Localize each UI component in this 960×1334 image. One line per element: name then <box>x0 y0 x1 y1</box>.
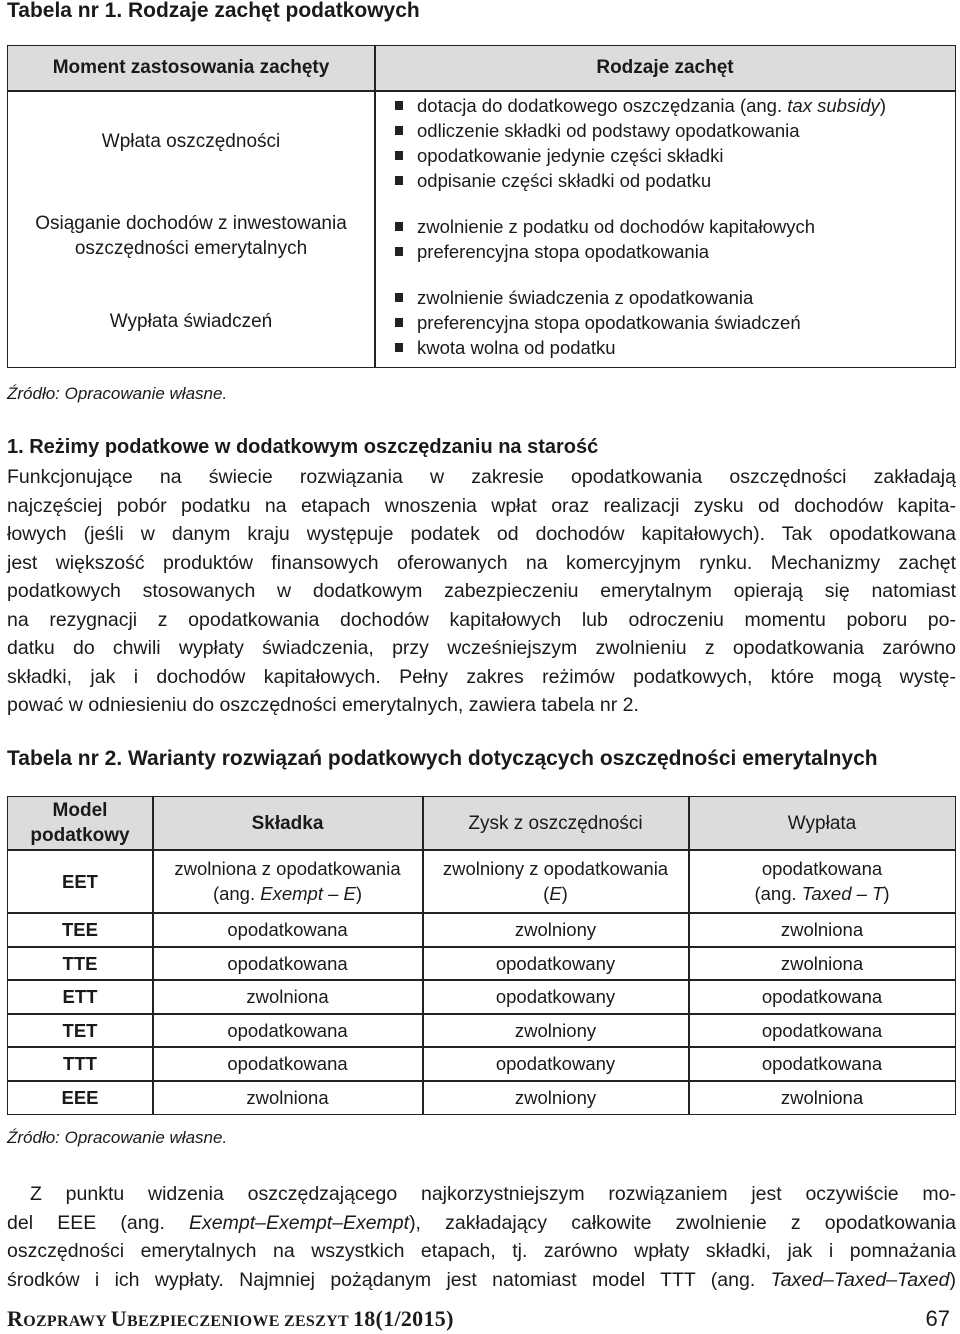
section-heading: 1. Reżimy podatkowe w dodatkowym oszczędzaniu na starość <box>7 436 599 458</box>
journal-title: ROZPRAWY UBEZPIECZENIOWE ZESZYT 18(1/2015) <box>7 1306 454 1331</box>
list-item: dotacja do dodatkowego oszczędzania (ang. tax subsidy) <box>391 93 886 118</box>
table2-cell: zwolniona <box>780 919 864 940</box>
table2-model-eee: EEE <box>61 1087 99 1108</box>
table1-items-income <box>391 214 815 264</box>
paragraph-line: środków i ich wypłaty. Najmniej pożądanym jest natomiast model TTT (ang. Taxed–Taxed–Taxed) <box>7 1268 956 1291</box>
paragraph-line: pować w odniesieniu do oszczędności emerytalnych, zawiera tabela nr 2. <box>7 694 639 716</box>
table2-cell: opodatkowana <box>227 919 348 940</box>
table2-cell: zwolniona <box>246 986 329 1007</box>
list-item: zwolnienie z podatku od dochodów kapitałowych <box>391 214 815 239</box>
table2-cell: zwolniony <box>514 1087 597 1108</box>
page-number: 67 <box>925 1306 950 1331</box>
table2-header-contribution: Składka <box>251 812 324 834</box>
table1-source: Źródło: Opracowanie własne. <box>7 384 228 403</box>
closing-paragraph <box>7 1180 956 1294</box>
table2-cell: opodatkowana <box>761 986 883 1007</box>
paragraph-line: składki, jak i dochodów kapitałowych. Pełny zakres reżimów podatkowych, które mogą wystę- <box>7 665 956 688</box>
table2-cell: opodatkowana <box>761 1053 883 1074</box>
table2-caption: Tabela nr 2. Warianty rozwiązań podatkowych dotyczących oszczędności emerytalnych <box>7 747 878 770</box>
table2-cell: opodatkowany <box>495 986 616 1007</box>
table1-moment-income: Osiąganie dochodów z inwestowania oszczędności emerytalnych <box>35 213 347 259</box>
list-item: kwota wolna od podatku <box>391 335 801 360</box>
table2-cell: zwolniony z opodatkowania (E) <box>442 858 669 904</box>
paragraph-line: datku do chwili wypłaty świadczenia, przy wcześniejszym zwolnieniu z opodatkowania zarówno <box>7 637 956 659</box>
table2-model-ett: ETT <box>62 986 98 1007</box>
table2-cell: zwolniona z opodatkowania (ang. Exempt – E) <box>174 858 401 904</box>
paragraph-line: Funkcjonujące na świecie rozwiązania w zakresie opodatkowania oszczędności zakładają <box>7 466 956 488</box>
list-item: odpisanie części składki od podatku <box>391 168 886 193</box>
table1-header-moment: Moment zastosowania zachęty <box>52 57 330 78</box>
section-paragraph <box>7 463 956 720</box>
paragraph-line: Z punktu widzenia oszczędzającego najkorzystniejszym rozwiązaniem jest oczywiście mo- <box>30 1183 956 1205</box>
table2-cell: opodatkowany <box>495 952 616 974</box>
paragraph-line: oszczędności emerytalnych na wszystkich etapach, tj. zarówno wpłaty składki, jak i pomnażania <box>7 1240 956 1262</box>
table2-model-ttt: TTT <box>63 1053 97 1074</box>
table1-divider <box>374 46 376 367</box>
table2-cell: zwolniony <box>514 1019 597 1041</box>
table2-model-tte: TTE <box>62 952 98 974</box>
table2-header-model: Model podatkowy <box>30 800 130 846</box>
list-item: odliczenie składki od podstawy opodatkowania <box>391 118 886 143</box>
paragraph-line: łowych (jeśli w danym kraju występuje podatek od dochodów kapitałowych). Tak opodatkowana <box>7 523 956 545</box>
table1-header-types: Rodzaje zachęt <box>596 57 734 78</box>
table2-cell: opodatkowany <box>495 1053 616 1074</box>
table2-header-payout: Wypłata <box>787 812 857 834</box>
paragraph-line: najczęściej pobór podatku na etapach wnoszenia wpłat oraz realizacji zysku od dochodów kapita- <box>7 494 956 517</box>
table1-moment-deposit: Wpłata oszczędności <box>101 130 281 152</box>
table2-header-gain: Zysk z oszczędności <box>468 812 643 834</box>
list-item: preferencyjna stopa opodatkowania świadczeń <box>391 310 801 335</box>
table1-moment-payout: Wypłata świadczeń <box>109 310 273 332</box>
table2-cell: zwolniony <box>514 919 597 940</box>
table2-cell: zwolniona <box>246 1087 329 1108</box>
table2 <box>7 796 956 1115</box>
table2-model-tee: TEE <box>62 919 98 940</box>
table2-cell: opodatkowana <box>227 1053 348 1074</box>
table2-cell: zwolniona <box>780 952 864 974</box>
table1-items-deposit <box>391 93 886 193</box>
list-item: opodatkowanie jedynie części składki <box>391 143 886 168</box>
paragraph-line: podatkowych stosowanych w dodatkowym zabezpieczeniu emerytalnym opierają się natomiast <box>7 580 956 602</box>
table2-model-eet: EET <box>62 870 98 892</box>
table1-items-payout <box>391 285 801 360</box>
list-item: zwolnienie świadczenia z opodatkowania <box>391 285 801 310</box>
table2-model-tet: TET <box>62 1019 98 1041</box>
table2-cell: zwolniona <box>780 1087 864 1108</box>
table2-source: Źródło: Opracowanie własne. <box>7 1128 228 1147</box>
table2-cell: opodatkowana <box>227 1019 348 1041</box>
table1 <box>7 45 956 368</box>
table2-cell: opodatkowana <box>227 952 348 974</box>
paragraph-line: jest większość produktów finansowych oferowanych na komercyjnym rynku. Mechanizmy zachęt <box>7 551 956 574</box>
paragraph-line: na rezygnacji z opodatkowania dochodów kapitałowych lub odroczeniu momentu poboru po- <box>7 608 956 631</box>
paragraph-line: del EEE (ang. Exempt–Exempt–Exempt), zakładający całkowite zwolnienie z opodatkowania <box>7 1211 956 1234</box>
table2-cell: opodatkowana (ang. Taxed – T) <box>754 858 890 904</box>
list-item: preferencyjna stopa opodatkowania <box>391 239 815 264</box>
table1-caption: Tabela nr 1. Rodzaje zachęt podatkowych <box>7 0 420 22</box>
table2-cell: opodatkowana <box>761 1019 883 1041</box>
